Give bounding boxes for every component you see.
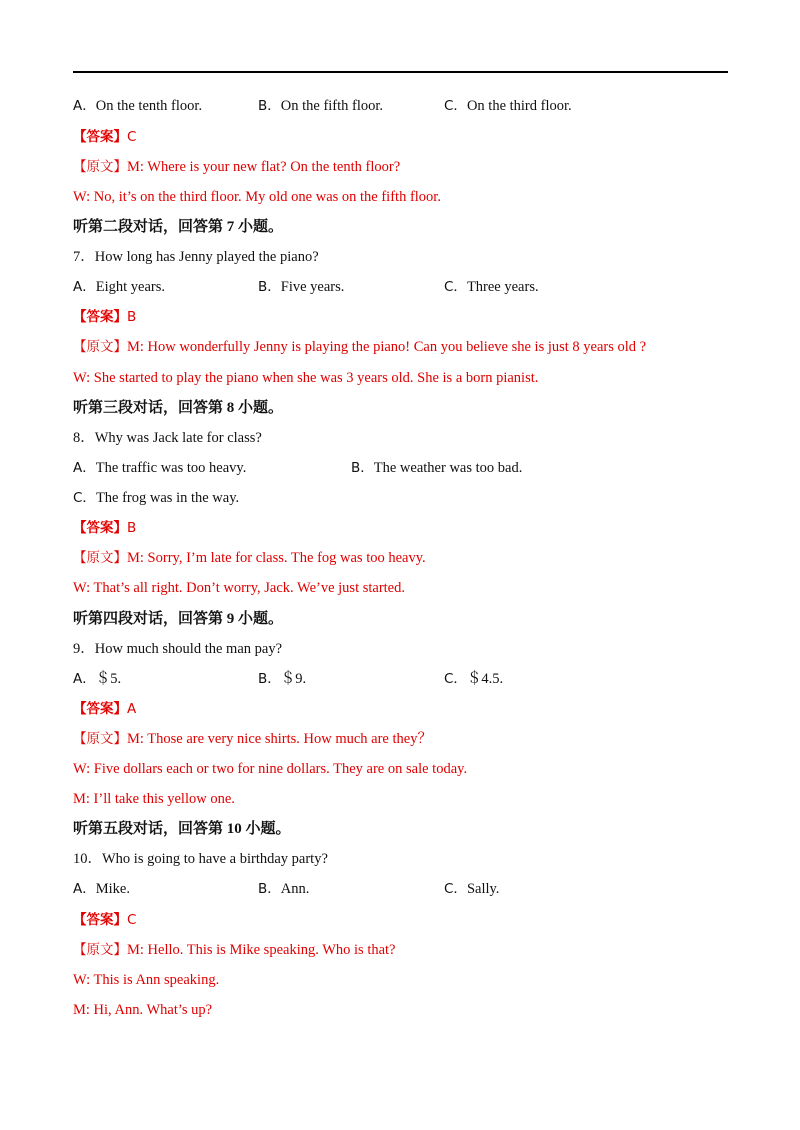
script-text: M: Where is your new flat? On the tenth floor? <box>127 159 401 175</box>
option-letter: A． <box>73 98 96 114</box>
script-text: M: Sorry, I’m late for class. The fog was too heavy. <box>127 550 426 566</box>
q8-script-line-1 <box>73 548 426 568</box>
q9-option-c <box>444 669 503 689</box>
q6-option-c <box>444 96 572 116</box>
option-letter: B． <box>258 98 281 114</box>
option-text: Five years. <box>280 279 345 295</box>
answer-value: C <box>127 129 137 145</box>
option-letter: C． <box>444 279 467 295</box>
q10-script-line-1 <box>73 940 396 960</box>
q7-option-b <box>258 277 344 297</box>
answer-tag: 【答案】 <box>73 520 127 536</box>
q10-script-line-2: W: This is Ann speaking. <box>73 972 220 988</box>
option-text: On the tenth floor. <box>95 98 203 114</box>
answer-value: B <box>127 520 137 536</box>
script-text: M: Hello. This is Mike speaking. Who is that? <box>127 942 396 958</box>
option-text: On the third floor. <box>466 98 572 114</box>
option-letter: C． <box>73 490 96 506</box>
original-tag: 【原文】 <box>73 550 127 566</box>
answer-value: A <box>127 701 137 717</box>
section-heading-3: 听第三段对话，回答第 8 小题。 <box>73 400 284 416</box>
option-text: ＄9. <box>280 671 307 687</box>
option-text: Sally. <box>466 881 500 897</box>
q8-option-a <box>73 458 246 478</box>
q7-answer <box>73 307 136 327</box>
option-text: Eight years. <box>95 279 166 295</box>
q9-script-line-2: W: Five dollars each or two for nine dollars. They are on sale today. <box>73 761 468 777</box>
option-letter: A． <box>73 671 96 687</box>
script-text: M: How wonderfully Jenny is playing the piano! Can you believe she is just 8 years old ? <box>127 339 647 355</box>
q9-question: 9．How much should the man pay? <box>73 641 283 657</box>
q7-script-line-1 <box>73 337 646 357</box>
option-letter: C． <box>444 881 467 897</box>
option-text: The traffic was too heavy. <box>95 460 247 476</box>
q10-script-line-3: M: Hi, Ann. What’s up? <box>73 1002 213 1018</box>
option-text: The weather was too bad. <box>373 460 523 476</box>
section-heading-5: 听第五段对话，回答第 10 小题。 <box>73 821 291 837</box>
answer-tag: 【答案】 <box>73 129 127 145</box>
q7-question: 7．How long has Jenny played the piano? <box>73 249 319 265</box>
q10-option-c <box>444 879 499 899</box>
q6-option-a <box>73 96 202 116</box>
option-letter: A． <box>73 460 96 476</box>
original-tag: 【原文】 <box>73 731 127 747</box>
original-tag: 【原文】 <box>73 339 127 355</box>
q10-question: 10．Who is going to have a birthday party? <box>73 851 328 867</box>
answer-tag: 【答案】 <box>73 701 127 717</box>
option-text: ＄4.5. <box>466 671 504 687</box>
option-letter: C． <box>444 98 467 114</box>
q10-answer <box>73 910 136 930</box>
option-text: Three years. <box>466 279 539 295</box>
q9-script-line-1 <box>73 729 432 749</box>
q8-script-line-2: W: That’s all right. Don’t worry, Jack. We’ve just started. <box>73 580 405 596</box>
option-letter: A． <box>73 279 96 295</box>
q6-script-line-1 <box>73 157 400 177</box>
original-tag: 【原文】 <box>73 159 127 175</box>
option-letter: B． <box>258 671 281 687</box>
q6-answer <box>73 127 136 147</box>
option-text: Mike. <box>95 881 130 897</box>
q9-option-b <box>258 669 306 689</box>
option-text: Ann. <box>280 881 310 897</box>
q6-option-b <box>258 96 383 116</box>
q9-option-a <box>73 669 121 689</box>
answer-value: C <box>127 912 137 928</box>
option-letter: A． <box>73 881 96 897</box>
q8-answer <box>73 518 136 538</box>
option-text: The frog was in the way. <box>95 490 240 506</box>
q10-option-a <box>73 879 130 899</box>
option-letter: B． <box>258 881 281 897</box>
q10-option-b <box>258 879 309 899</box>
answer-value: B <box>127 309 137 325</box>
answer-tag: 【答案】 <box>73 309 127 325</box>
header-rule <box>73 71 728 73</box>
q7-option-a <box>73 277 165 297</box>
q9-script-line-3: M: I’ll take this yellow one. <box>73 791 235 807</box>
q8-question: 8．Why was Jack late for class? <box>73 430 262 446</box>
option-letter: B． <box>258 279 281 295</box>
answer-tag: 【答案】 <box>73 912 127 928</box>
section-heading-4: 听第四段对话，回答第 9 小题。 <box>73 611 284 627</box>
q8-option-c <box>73 488 239 508</box>
q7-script-line-2: W: She started to play the piano when she was 3 years old. She is a born pianist. <box>73 370 539 386</box>
script-text: M: Those are very nice shirts. How much are they？ <box>127 731 432 747</box>
q7-option-c <box>444 277 539 297</box>
original-tag: 【原文】 <box>73 942 127 958</box>
option-letter: B． <box>351 460 374 476</box>
q6-script-line-2: W: No, it’s on the third floor. My old one was on the fifth floor. <box>73 189 441 205</box>
option-text: ＄5. <box>95 671 122 687</box>
section-heading-2: 听第二段对话，回答第 7 小题。 <box>73 219 284 235</box>
q9-answer <box>73 699 136 719</box>
q8-option-b <box>351 458 522 478</box>
option-letter: C． <box>444 671 467 687</box>
option-text: On the fifth floor. <box>280 98 384 114</box>
